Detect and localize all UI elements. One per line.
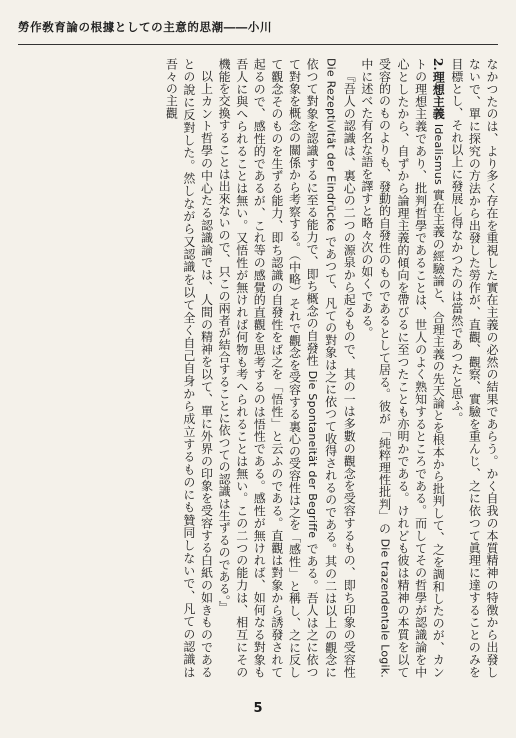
quotation-paragraph (215, 58, 358, 678)
quotation-text: である。吾人は之に依つて對象を概念の關係から考察する。（中略）それで觀念を受容する裏心の受容性は之を「感性」と稱し、之に反して觀念そのものを生ずる能力、即ち認識の自發性をば之を「悟性」と云ふのである。直觀は對象から誘發されて起るので、感性的であるが、これ等の感覺的直觀を思考するのは悟性である。感性が無ければ、如何なる對象も吾人に與へられることは無い。又悟性が無ければ何物も考へられることは無い。この二つの能力は、相互にその機能を交換することは出來ないので、只この兩者が結合することに依つての認識は生ずるのである。』 (217, 58, 320, 678)
section-latin-term: Idealismus (432, 123, 446, 185)
latin-term: Die Spontaneität der Begriffe (306, 370, 320, 539)
latin-term: Die Rezeptivität der Eindrücke (324, 58, 338, 232)
paragraph (162, 58, 215, 678)
paragraph-continuation (447, 58, 500, 678)
paragraph-text: 中に述べた有名な語を譯すと略々次の如くである。 (359, 58, 374, 339)
paragraph-text: 實在主義の經驗論と、合理主義の先天論とを根本から批判して、之を調和したのが、カントの理想主義であり、批判哲學であることは、世人のよく熟知するところである。而してその哲學が認識論を中心としたから、自ずから論理主義的傾向を帶びるに至つたことも亦明かである。けれども彼は精神の本質を以て受容的のものよりも、發動的自發性のものであるとして居る。彼が「純粹理性批判」の (377, 58, 446, 678)
section-number: 2. (431, 58, 446, 71)
page-number: 5 (253, 701, 263, 716)
section-paragraph (357, 58, 447, 678)
running-head: 勞作敎育論の根據としての主意的思潮――小川 (18, 20, 273, 34)
quotation-text: 『吾人の認識は、裏心の二つの源泉から起るもので、其の一は多數の觀念を受容するもの、即ち印象の受容性 (342, 70, 357, 678)
paragraph-text: なかつたのは、より多く存在を重視した實在主義の必然の結果であらう。かく自我の本質精神の特徴から出發しないで、單に探究の方法から出發した勞作が、直觀、觀察、實驗を重んじ、之に依つて眞理に達することのみを目標とし、それ以上に發展し得なかつたのは當然であつたと思ふ。 (449, 58, 499, 678)
paragraph-text: 以上カント哲學の中心たる認識論では、人間の精神を以て、單に外界の印象を受容する白紙の如きものであるとの說に反對した。然しながら又認識を以て全く自己自身から成立するものにも贊同しないで、凡ての認識は吾々の主觀 (164, 58, 214, 678)
body-text (16, 58, 500, 678)
latin-book-title: Die trazendentale Logik. (378, 538, 392, 678)
quotation-text: であつて、凡ての對象は之に依つて收得されるのである。其の二は以上の觀念に依つて對象を認識するに至る能力で、即ち概念の自發性 (305, 58, 338, 678)
header-rule (18, 44, 498, 45)
section-title: 理想主義 (431, 70, 446, 120)
